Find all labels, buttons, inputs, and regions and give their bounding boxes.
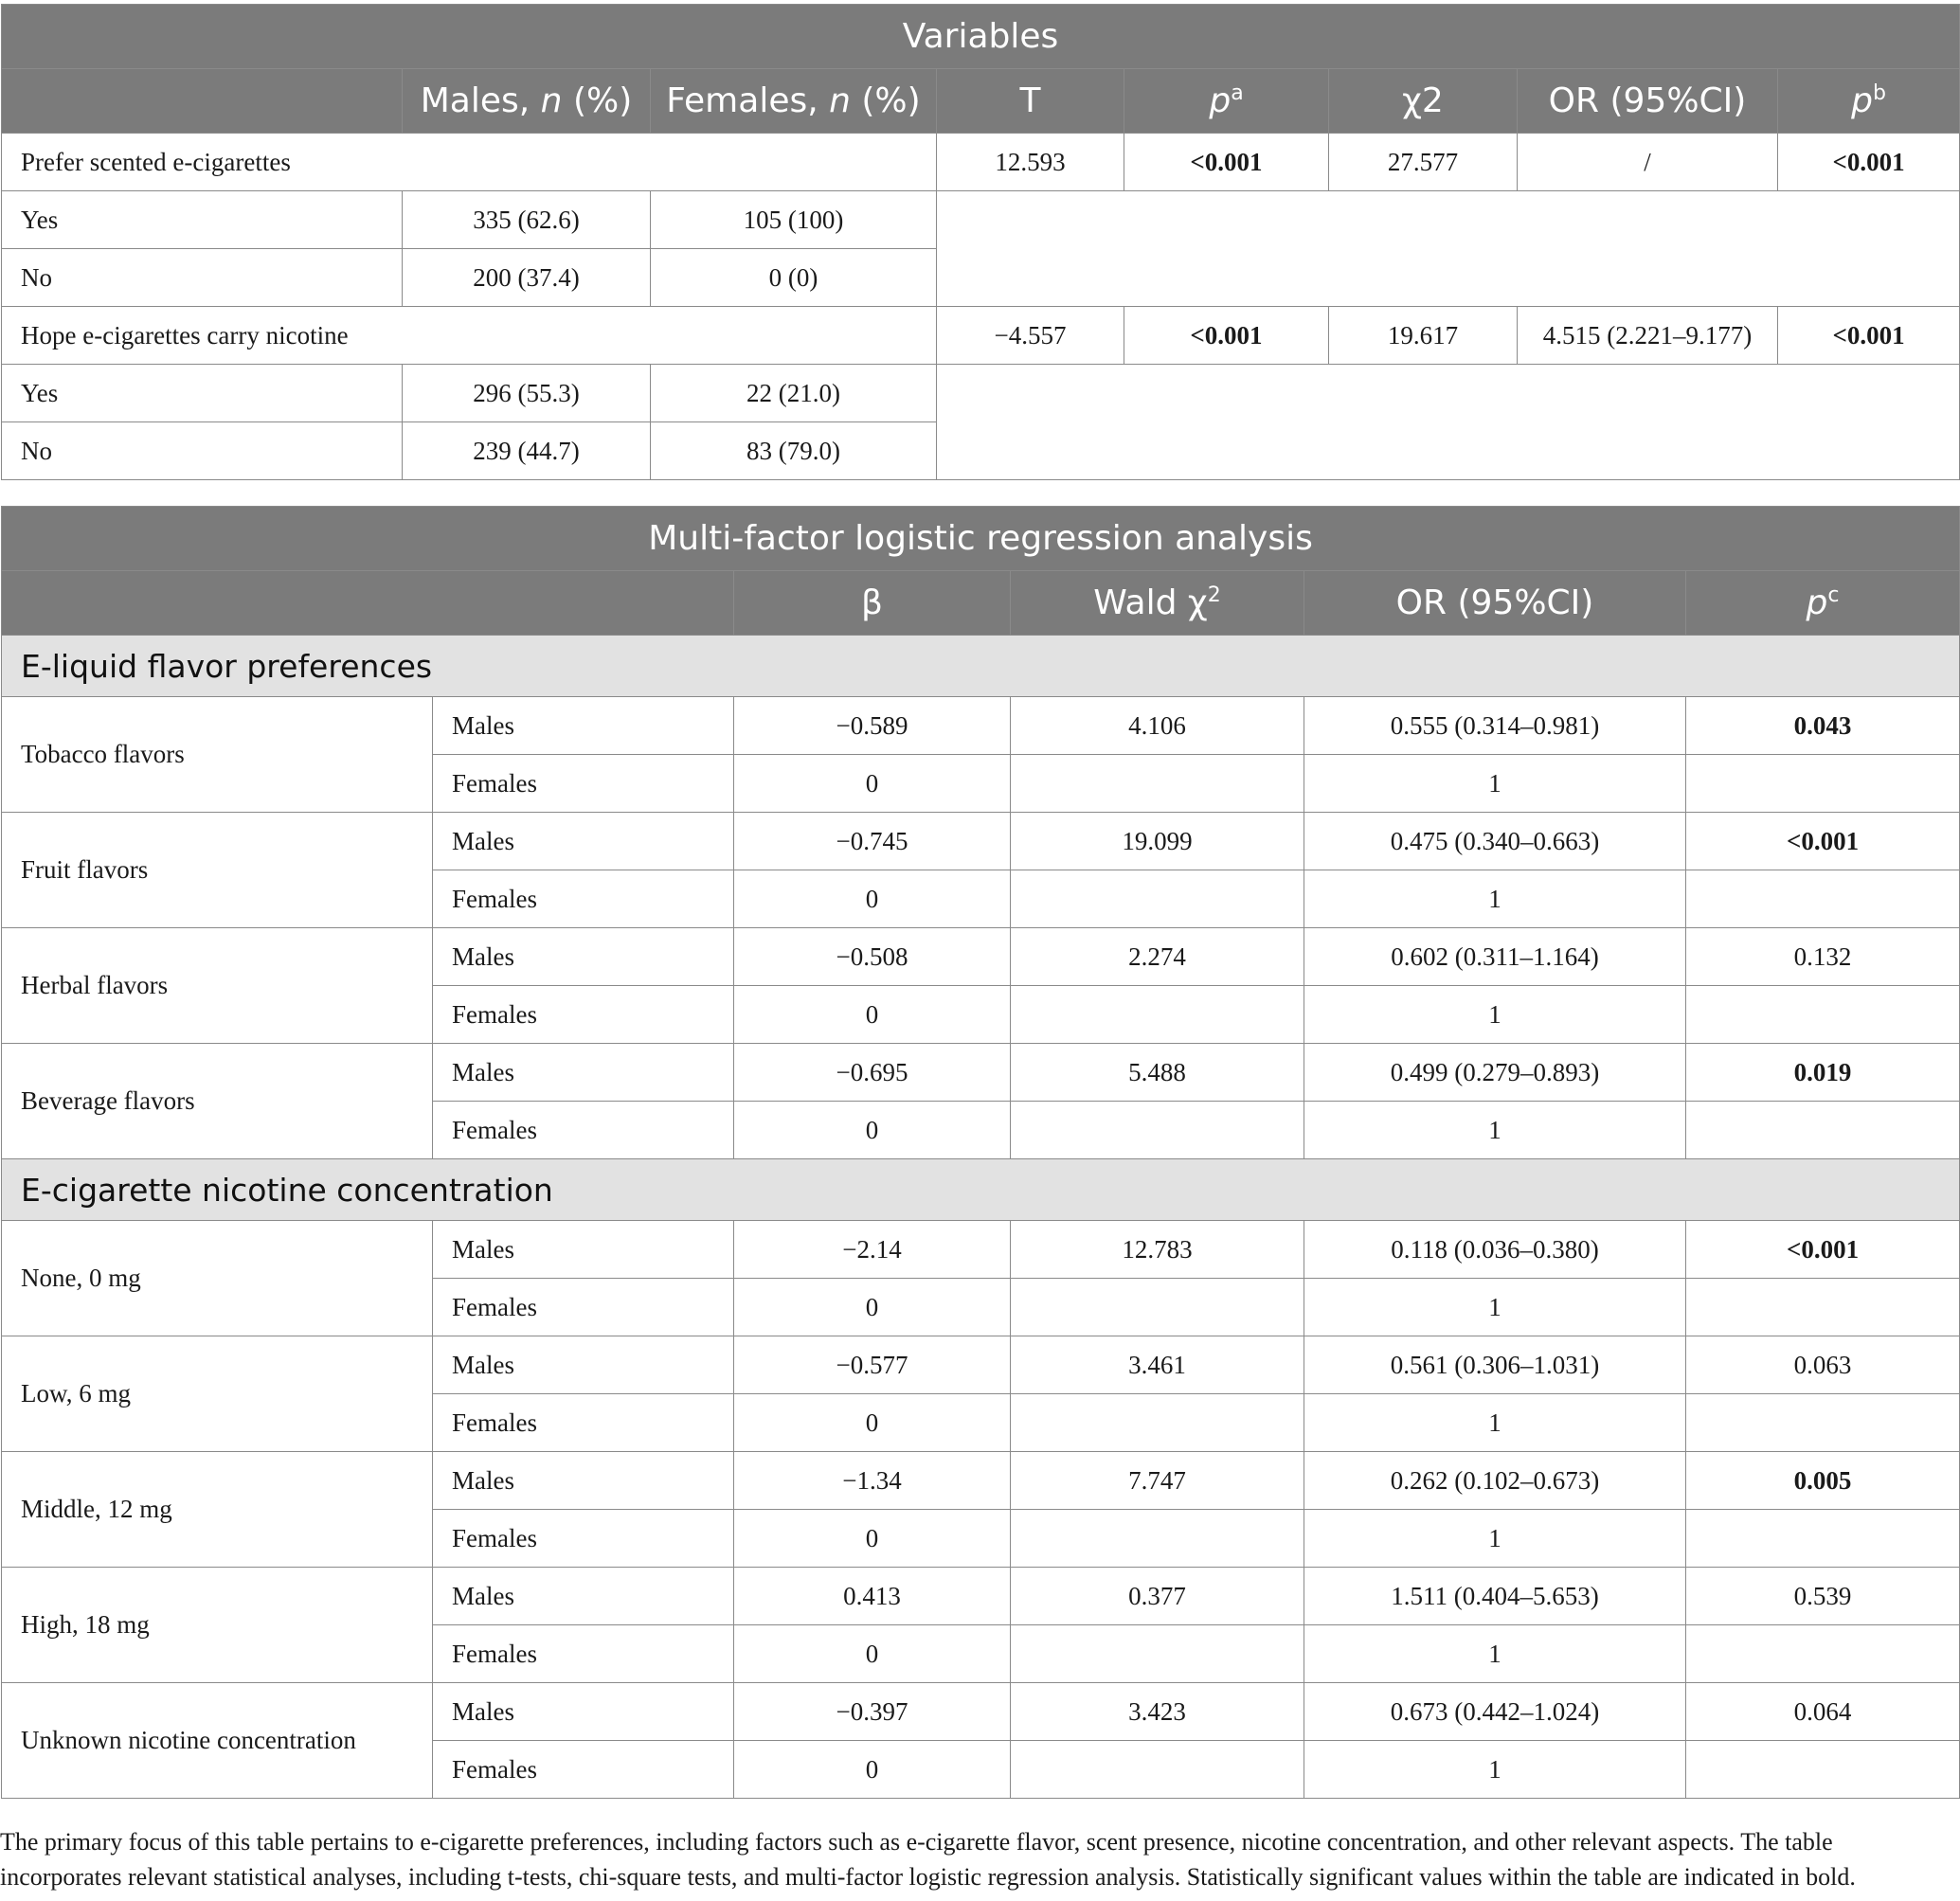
or-value: 0.555 (0.314–0.981) [1304,697,1686,755]
wald-value-empty [1011,755,1304,813]
table-gap [0,480,1960,506]
header-or: OR (95%CI) [1304,571,1686,636]
p-c-value: 0.005 [1686,1452,1960,1510]
section-row [2,636,1960,697]
sex-label: Females [433,986,734,1044]
table-row [2,1221,1960,1279]
sex-label: Males [433,813,734,870]
females-value: 22 (21.0) [651,365,937,422]
or-value: 1 [1304,870,1686,928]
p-c-value: <0.001 [1686,813,1960,870]
header-or: OR (95%CI) [1518,69,1778,134]
males-value: 335 (62.6) [403,191,651,249]
table-row [2,365,1960,422]
sex-label: Females [433,755,734,813]
p-c-value: 0.019 [1686,1044,1960,1102]
table-row [2,813,1960,870]
p-c-value-empty [1686,1741,1960,1799]
p-c-value-empty [1686,1102,1960,1159]
sex-label: Females [433,1279,734,1336]
table-row [2,1336,1960,1394]
wald-value: 12.783 [1011,1221,1304,1279]
sex-label: Males [433,1568,734,1625]
or-value: 4.515 (2.221–9.177) [1518,307,1778,365]
p-c-value: 0.064 [1686,1683,1960,1741]
sex-label: Males [433,697,734,755]
or-value: 0.475 (0.340–0.663) [1304,813,1686,870]
variable-label: Herbal flavors [2,928,433,1044]
table-row [2,1452,1960,1510]
females-value: 83 (79.0) [651,422,937,480]
group-label: Prefer scented e-cigarettes [2,134,937,191]
table-variables [1,4,1960,480]
wald-value-empty [1011,1394,1304,1452]
females-value: 0 (0) [651,249,937,307]
section-row [2,1159,1960,1221]
sex-label: Females [433,1394,734,1452]
or-value: 1 [1304,1279,1686,1336]
p-c-value-empty [1686,1394,1960,1452]
p-c-value-empty [1686,870,1960,928]
or-value: 1 [1304,1625,1686,1683]
wald-value-empty [1011,1510,1304,1568]
p-a-value: <0.001 [1124,307,1329,365]
sex-label: Males [433,928,734,986]
header-p-c: $p^c$ [1686,571,1960,636]
header-beta: β [734,571,1011,636]
p-b-value: <0.001 [1778,307,1960,365]
variable-label: Middle, 12 mg [2,1452,433,1568]
beta-value: 0 [734,986,1011,1044]
or-value: 1 [1304,755,1686,813]
or-value: 1 [1304,1394,1686,1452]
p-c-value: 0.539 [1686,1568,1960,1625]
males-value: 239 (44.7) [403,422,651,480]
beta-value: 0 [734,1394,1011,1452]
p-c-value-empty [1686,1625,1960,1683]
or-value: 1 [1304,986,1686,1044]
or-value: 1 [1304,1102,1686,1159]
or-value: 1 [1304,1741,1686,1799]
section-title: E-liquid flavor preferences [2,636,1960,697]
wald-value: 4.106 [1011,697,1304,755]
header-wald: Wald $\chi^2$ [1011,571,1304,636]
row-label: Yes [2,191,403,249]
table-row [2,191,1960,249]
sex-label: Females [433,1741,734,1799]
header-females: Females, n (%) [651,69,937,134]
table-variables-title: Variables [2,5,1960,69]
p-c-value: 0.132 [1686,928,1960,986]
sex-label: Females [433,1625,734,1683]
variable-label: Fruit flavors [2,813,433,928]
sex-label: Males [433,1221,734,1279]
beta-value: −0.397 [734,1683,1011,1741]
variable-label: None, 0 mg [2,1221,433,1336]
sex-label: Males [433,1044,734,1102]
sex-label: Males [433,1452,734,1510]
or-value: 1.511 (0.404–5.653) [1304,1568,1686,1625]
table-regression-title: Multi-factor logistic regression analysis [2,507,1960,571]
p-b-value: <0.001 [1778,134,1960,191]
wald-value: 2.274 [1011,928,1304,986]
section-title: E-cigarette nicotine concentration [2,1159,1960,1221]
or-value: 0.602 (0.311–1.164) [1304,928,1686,986]
or-value: 1 [1304,1510,1686,1568]
t-value: −4.557 [937,307,1124,365]
chi2-value: 19.617 [1329,307,1518,365]
beta-value: −1.34 [734,1452,1011,1510]
beta-value: −0.589 [734,697,1011,755]
p-a-value: <0.001 [1124,134,1329,191]
chi2-value: 27.577 [1329,134,1518,191]
beta-value: 0 [734,870,1011,928]
row-label: Yes [2,365,403,422]
wald-value-empty [1011,1741,1304,1799]
or-value: 0.118 (0.036–0.380) [1304,1221,1686,1279]
table-row [2,1044,1960,1102]
sex-label: Females [433,870,734,928]
sex-label: Males [433,1683,734,1741]
sex-label: Females [433,1102,734,1159]
p-c-value-empty [1686,986,1960,1044]
header-chi2: χ2 [1329,69,1518,134]
variable-label: Low, 6 mg [2,1336,433,1452]
sex-label: Females [433,1510,734,1568]
header-males: Males, n (%) [403,69,651,134]
wald-value: 0.377 [1011,1568,1304,1625]
wald-value: 19.099 [1011,813,1304,870]
wald-value: 5.488 [1011,1044,1304,1102]
row-label: No [2,422,403,480]
or-value: 0.673 (0.442–1.024) [1304,1683,1686,1741]
females-value: 105 (100) [651,191,937,249]
beta-value: 0 [734,1510,1011,1568]
p-c-value-empty [1686,1279,1960,1336]
beta-value: 0 [734,1741,1011,1799]
footnote [0,1824,1951,1894]
beta-value: 0 [734,755,1011,813]
p-c-value: 0.063 [1686,1336,1960,1394]
table-row [2,928,1960,986]
variable-label: Beverage flavors [2,1044,433,1159]
wald-value: 3.423 [1011,1683,1304,1741]
wald-value-empty [1011,986,1304,1044]
beta-value: 0 [734,1279,1011,1336]
header-blank [2,69,403,134]
or-value: 0.561 (0.306–1.031) [1304,1336,1686,1394]
beta-value: −0.577 [734,1336,1011,1394]
wald-value: 3.461 [1011,1336,1304,1394]
empty-block [937,365,1960,480]
header-p-b: $p^b$ [1778,69,1960,134]
p-c-value: 0.043 [1686,697,1960,755]
footnote-text: The primary focus of this table pertains to e-cigarette preferences, including factors such as e-cigarette flavor, scent presence, nicotine concentration, and other relevant aspects. The table incorporates relevant statistical analyses, including t-tests, chi-square tests, and multi-factor logistic regression analysis. Statistically significant values within the table are indicated in bold. [0,1828,1856,1891]
table-variables-header-row [2,69,1960,134]
empty-block [937,191,1960,307]
header-p-a: $p^a$ [1124,69,1329,134]
beta-value: −2.14 [734,1221,1011,1279]
sex-label: Males [433,1336,734,1394]
wald-value-empty [1011,1102,1304,1159]
header-t: T [937,69,1124,134]
p-c-value: <0.001 [1686,1221,1960,1279]
group-label: Hope e-cigarettes carry nicotine [2,307,937,365]
table-row [2,307,1960,365]
table-row [2,697,1960,755]
wald-value-empty [1011,870,1304,928]
p-c-value-empty [1686,1510,1960,1568]
beta-value: −0.508 [734,928,1011,986]
or-value: 0.499 (0.279–0.893) [1304,1044,1686,1102]
or-value: / [1518,134,1778,191]
or-value: 0.262 (0.102–0.673) [1304,1452,1686,1510]
header-blank [2,571,734,636]
beta-value: 0 [734,1102,1011,1159]
wald-value-empty [1011,1625,1304,1683]
beta-value: −0.695 [734,1044,1011,1102]
variable-label: High, 18 mg [2,1568,433,1683]
males-value: 200 (37.4) [403,249,651,307]
beta-value: 0 [734,1625,1011,1683]
table-regression [1,506,1960,1799]
wald-value: 7.747 [1011,1452,1304,1510]
table-row [2,1568,1960,1625]
males-value: 296 (55.3) [403,365,651,422]
t-value: 12.593 [937,134,1124,191]
table-row [2,1683,1960,1741]
variable-label: Unknown nicotine concentration [2,1683,433,1799]
p-c-value-empty [1686,755,1960,813]
beta-value: −0.745 [734,813,1011,870]
variable-label: Tobacco flavors [2,697,433,813]
table-regression-header-row [2,571,1960,636]
wald-value-empty [1011,1279,1304,1336]
table-row [2,134,1960,191]
beta-value: 0.413 [734,1568,1011,1625]
row-label: No [2,249,403,307]
